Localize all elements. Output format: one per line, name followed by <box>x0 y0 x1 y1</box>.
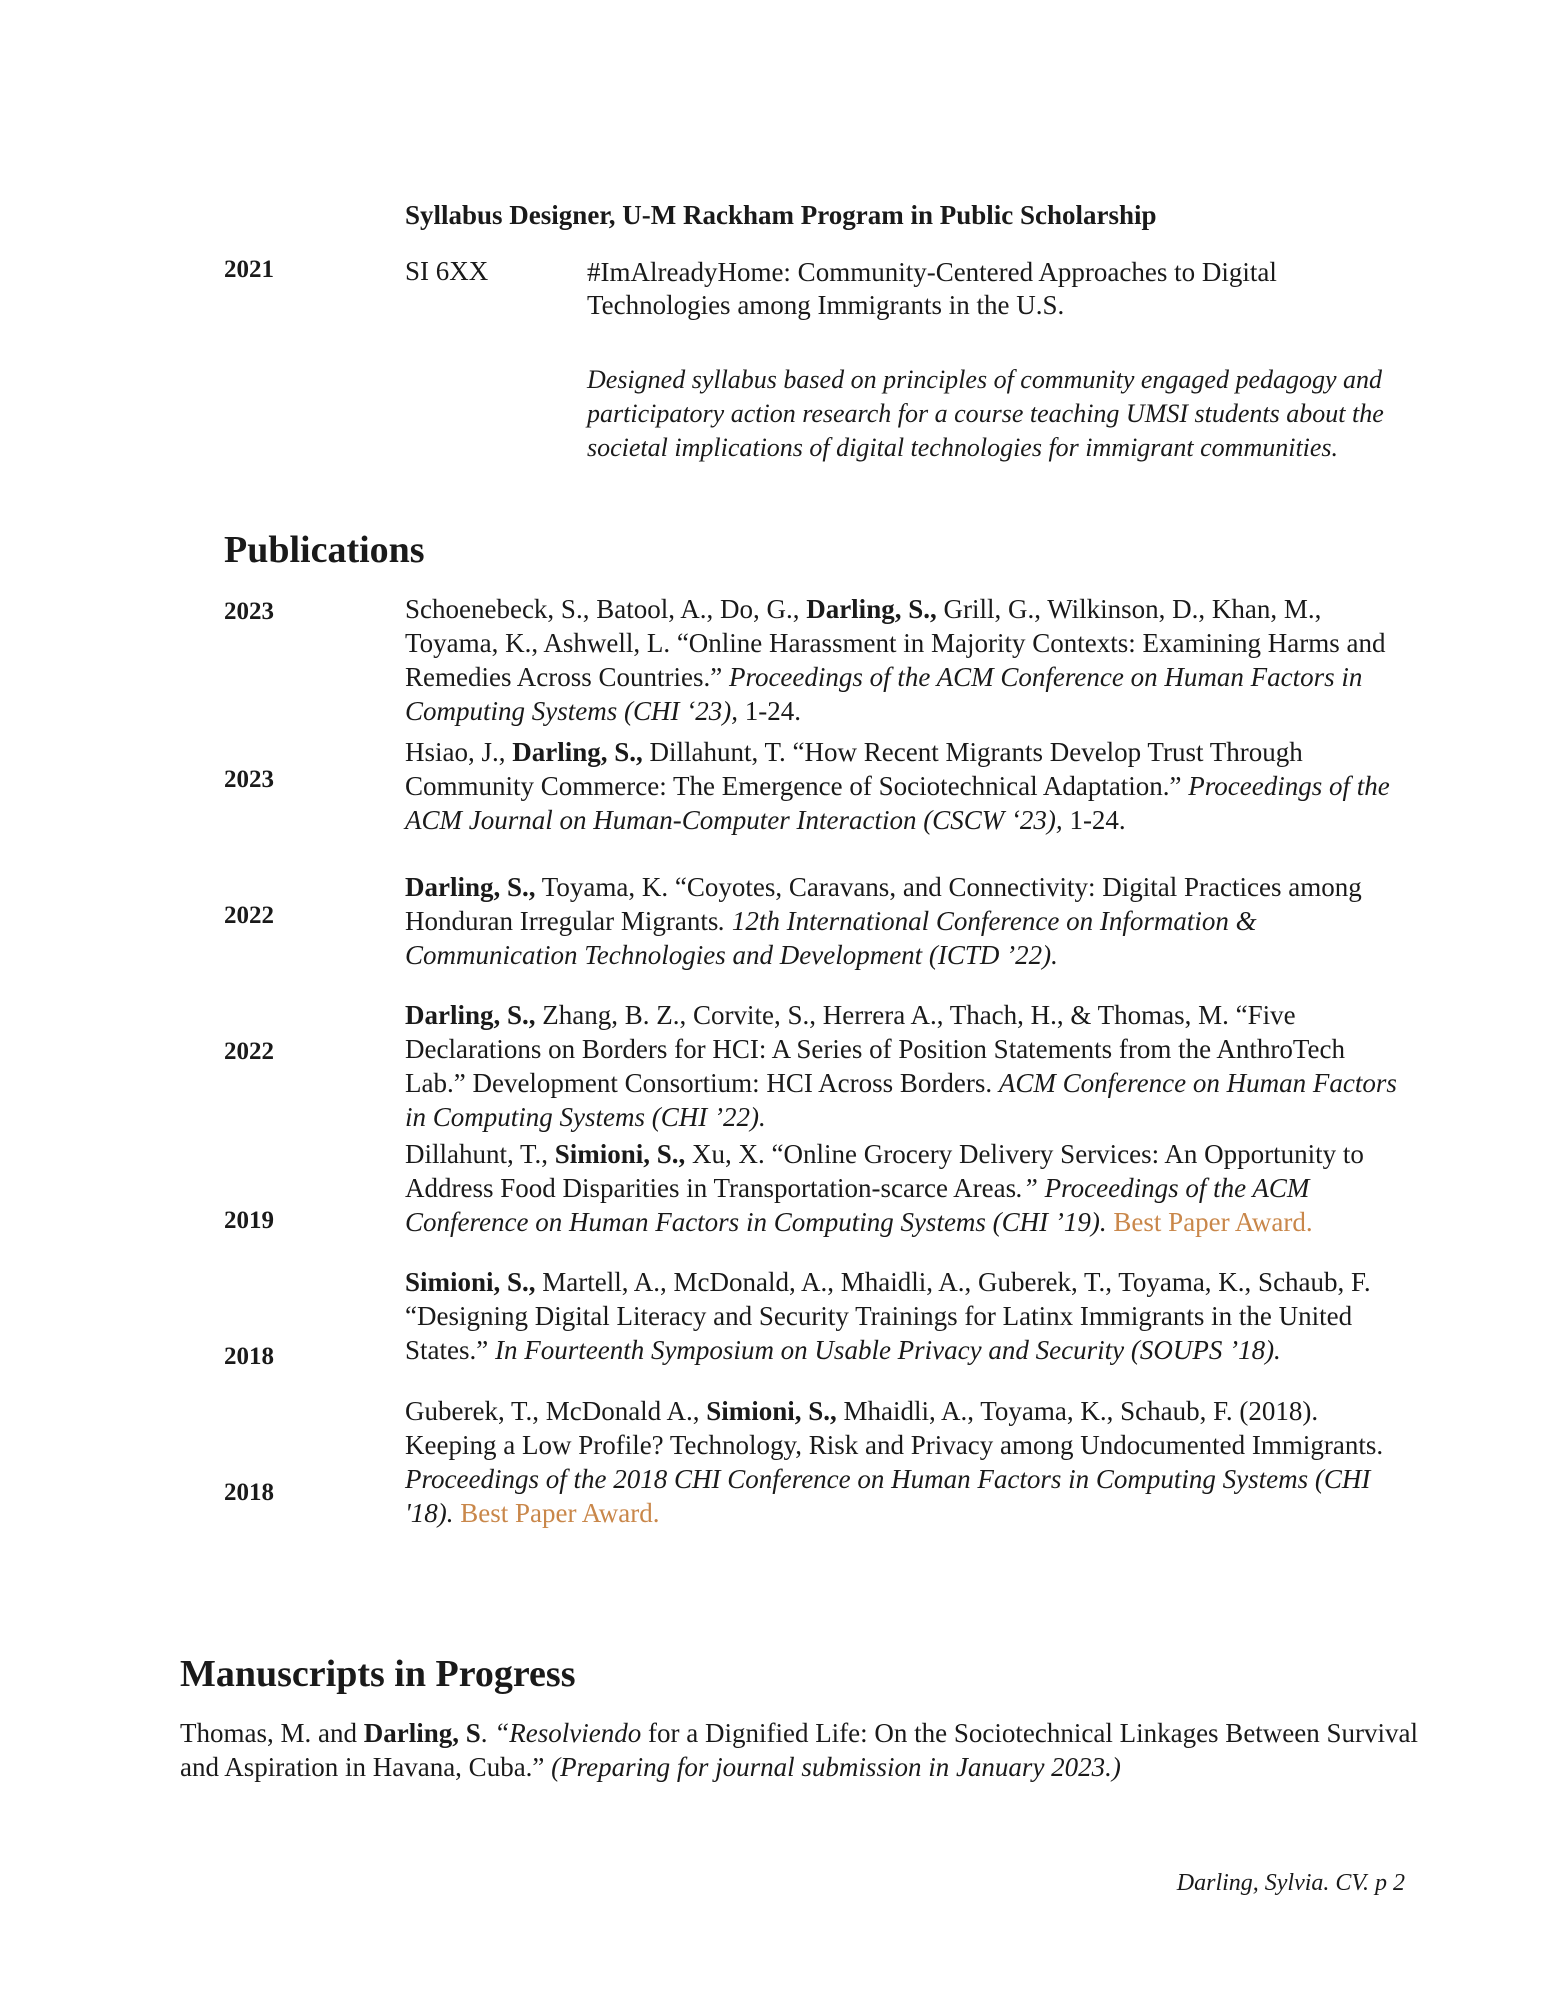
pub-year: 2022 <box>224 902 274 929</box>
publication-entry: Guberek, T., McDonald A., Simioni, S., Mhaidli, A., Toyama, K., Schaub, F. (2018). Keeping a Low Profile? Technology, Risk and Privacy among Undocumented Immigrants. Proceedings of the 2018 CHI Conference on Human Factors in Computing Systems (CHI '18). Best Paper Award. <box>405 1396 1384 1528</box>
pub-year: 2019 <box>224 1207 274 1234</box>
publications-heading: Publications <box>224 529 425 571</box>
best-paper-award: Best Paper Award. <box>1113 1207 1313 1237</box>
manuscripts-heading: Manuscripts in Progress <box>180 1653 576 1695</box>
publication-entry: Dillahunt, T., Simioni, S., Xu, X. “Online Grocery Delivery Services: An Opportunity to Address Food Disparities in Transportation-scarce Areas.” Proceedings of the ACM Conference on Human Factors in Computing Systems (CHI ’19). Best Paper Award. <box>405 1139 1364 1237</box>
role-title: Syllabus Designer, U-M Rackham Program in Public Scholarship <box>405 200 1157 230</box>
course-code: SI 6XX <box>405 256 489 286</box>
best-paper-award: Best Paper Award. <box>460 1498 660 1528</box>
page-footer: Darling, Sylvia. CV. p 2 <box>1176 1870 1405 1896</box>
teaching-year: 2021 <box>224 256 274 283</box>
course-title: #ImAlreadyHome: Community-Centered Approaches to Digital Technologies among Immigrants in the U.S. <box>587 257 1277 320</box>
publication-entry: Darling, S., Zhang, B. Z., Corvite, S., Herrera A., Thach, H., & Thomas, M. “Five Declarations on Borders for HCI: A Series of Position Statements from the AnthroTech Lab.” Development Consortium: HCI Across Borders. ACM Conference on Human Factors in Computing Systems (CHI ’22). <box>405 1000 1397 1132</box>
manuscript-entry: Thomas, M. and Darling, S. “Resolviendo for a Dignified Life: On the Sociotechnical Linkages Between Survival and Aspiration in Havana, Cuba.” (Preparing for journal submission in January 2023.) <box>180 1718 1419 1782</box>
course-description: Designed syllabus based on principles of community engaged pedagogy and participatory action research for a course teaching UMSI students about the societal implications of digital technologies for immigrant communities. <box>587 365 1384 462</box>
publication-entry: Hsiao, J., Darling, S., Dillahunt, T. “How Recent Migrants Develop Trust Through Community Commerce: The Emergence of Sociotechnical Adaptation.” Proceedings of the ACM Journal on Human-Computer Interaction (CSCW ‘23), 1-24. <box>405 737 1390 835</box>
publication-entry: Simioni, S., Martell, A., McDonald, A., Mhaidli, A., Guberek, T., Toyama, K., Schaub, F. “Designing Digital Literacy and Security Trainings for Latinx Immigrants in the United States.” In Fourteenth Symposium on Usable Privacy and Security (SOUPS ’18). <box>405 1267 1371 1365</box>
pub-year: 2018 <box>224 1343 274 1370</box>
publication-entry: Schoenebeck, S., Batool, A., Do, G., Darling, S., Grill, G., Wilkinson, D., Khan, M., Toyama, K., Ashwell, L. “Online Harassment in Majority Contexts: Examining Harms and Remedies Across Countries.” Proceedings of the ACM Conference on Human Factors in Computing Systems (CHI ‘23), 1-24. <box>405 594 1386 726</box>
pub-year: 2023 <box>224 766 274 793</box>
pub-year: 2023 <box>224 598 274 625</box>
pub-year: 2018 <box>224 1479 274 1506</box>
pub-year: 2022 <box>224 1038 274 1065</box>
publication-entry: Darling, S., Toyama, K. “Coyotes, Caravans, and Connectivity: Digital Practices among Honduran Irregular Migrants. 12th International Conference on Information & Communication Technologies and Development (ICTD ’22). <box>405 872 1362 970</box>
